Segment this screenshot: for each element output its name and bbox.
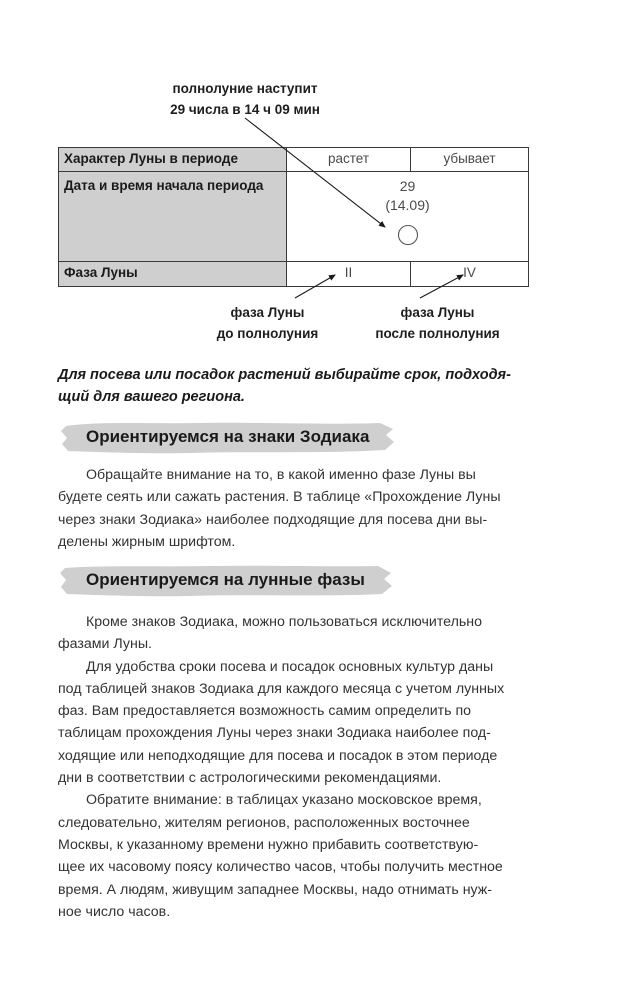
text-line: ное число часов.	[58, 903, 171, 920]
text-line: фазами Луны.	[58, 636, 152, 653]
section-heading-zodiac	[60, 420, 395, 456]
sowing-note-line2: щий для вашего региона.	[58, 389, 245, 405]
row-moon-character-label: Характер Луны в периоде	[64, 151, 238, 166]
moon-growing-cell: растет	[327, 151, 370, 166]
full-moon-callout-line1: полнолуние наступит	[172, 81, 318, 96]
lunar-phases-paragraphs	[58, 611, 530, 923]
text-line: щее их часовому поясу количество часов, чтобы получить местное	[58, 859, 503, 876]
text-line: таблицам прохождения Луны через знаки Зодиака наиболее под-	[58, 725, 491, 742]
phase-four-cell: IV	[463, 265, 476, 280]
start-date-time: (14.09)	[385, 197, 430, 213]
arrow-phase-after	[420, 275, 463, 298]
phase-after-callout	[365, 302, 510, 344]
section-heading-zodiac-title: Ориентируемся на знаки Зодиака	[86, 427, 370, 446]
text-line: будете сеять или сажать растения. В таблице «Прохождение Луны	[58, 489, 501, 506]
phase-after-line1: фаза Луны	[400, 305, 475, 320]
phase-before-line2: до полнолуния	[216, 326, 319, 341]
text-line: время. А людям, живущим западнее Москвы, надо отнимать нуж-	[58, 881, 493, 898]
sowing-note	[58, 364, 538, 408]
phase-after-line2: после полнолуния	[375, 326, 500, 341]
text-line: через знаки Зодиака» наиболее подходящие для посева дни вы-	[58, 511, 488, 528]
moon-waning-cell: убывает	[443, 151, 496, 166]
text-line: Обратите внимание: в таблицах указано московское время,	[86, 792, 482, 809]
text-line: фаз. Вам предоставляется возможность самим определить по	[58, 703, 472, 720]
text-line: дни в соответствии с астрологическими рекомендациями.	[58, 770, 442, 787]
start-date-day: 29	[399, 178, 416, 194]
text-line: под таблицей знаков Зодиака для каждого месяца с учетом лунных	[58, 680, 505, 697]
phase-before-line1: фаза Луны	[230, 305, 305, 320]
phase-before-callout	[200, 302, 335, 344]
phase-two-cell: II	[344, 265, 353, 280]
sowing-note-line1: Для посева или посадок растений выбирайте срок, подходя-	[58, 367, 511, 383]
row-start-date-label: Дата и время начала периода	[64, 178, 264, 193]
row-moon-phase-label: Фаза Луны	[64, 265, 138, 280]
arrow-full-moon	[245, 118, 385, 227]
section-heading-lunar-phases-title: Ориентируемся на лунные фазы	[86, 570, 365, 589]
text-line: Кроме знаков Зодиака, можно пользоваться исключительно	[86, 614, 482, 630]
zodiac-paragraph	[58, 464, 530, 553]
arrow-phase-before	[295, 275, 335, 298]
text-line: Для удобства сроки посева и посадок основных культур даны	[86, 658, 494, 675]
section-heading-lunar-phases	[60, 563, 392, 599]
text-line: ходящие или неподходящие для посева и посадок в этом периоде	[58, 747, 498, 764]
text-line: делены жирным шрифтом.	[58, 533, 236, 550]
text-line: Москвы, к указанному времени нужно прибавить соответствую-	[58, 836, 479, 853]
text-line: следовательно, жителям регионов, расположенных восточнее	[58, 814, 470, 831]
text-line: Обращайте внимание на то, в какой именно фазе Луны вы	[86, 467, 476, 483]
full-moon-callout-line2: 29 числа в 14 ч 09 мин	[170, 102, 320, 117]
